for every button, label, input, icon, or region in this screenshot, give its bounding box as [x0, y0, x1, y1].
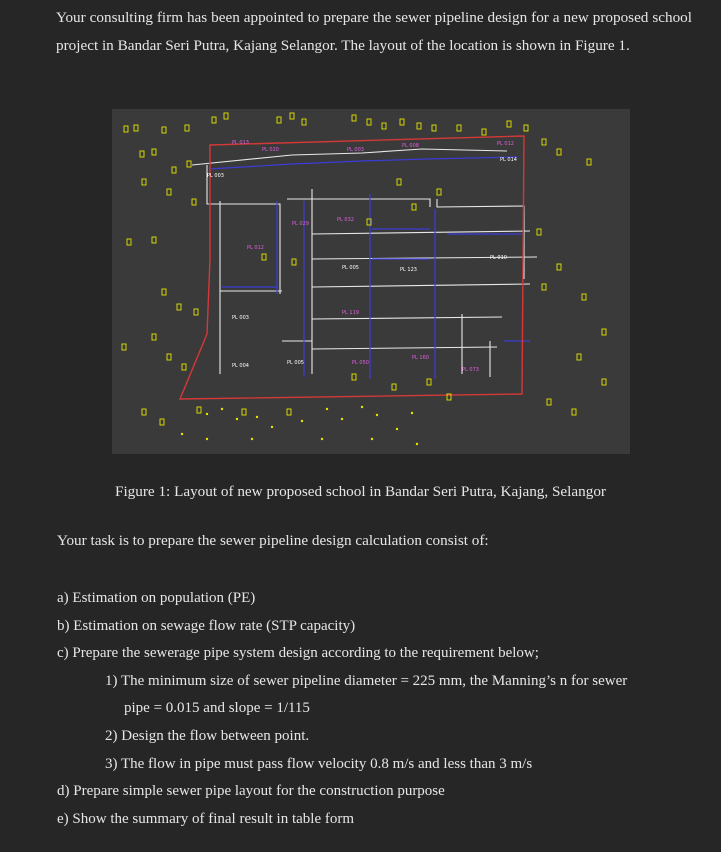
svg-text:PL 029: PL 029 — [292, 221, 309, 227]
svg-text:PL 012: PL 012 — [497, 141, 514, 147]
task-intro: Your task is to prepare the sewer pipeline design calculation consist of: — [57, 532, 489, 549]
svg-text:PL 013: PL 013 — [232, 140, 249, 146]
task-item-d: d) Prepare simple sewer pipe layout for the construction purpose — [57, 783, 445, 800]
task-item-b: b) Estimation on sewage flow rate (STP capacity) — [57, 617, 356, 634]
requirement-1: 1) The minimum size of sewer pipeline diameter = 225 mm, the Manning’s n for sewer — [105, 672, 628, 689]
svg-text:PL 012: PL 012 — [247, 245, 264, 251]
svg-text:PL 010: PL 010 — [490, 255, 507, 261]
requirement-1-continued: pipe = 0.015 and slope = 1/115 — [124, 700, 310, 717]
task-item-c: c) Prepare the sewerage pipe system design according to the requirement below; — [57, 645, 539, 662]
task-list — [57, 585, 627, 833]
svg-text:PL 003: PL 003 — [207, 173, 224, 179]
svg-text:PL 005: PL 005 — [287, 360, 304, 366]
svg-text:PL 014: PL 014 — [500, 157, 517, 163]
svg-text:PL 003: PL 003 — [347, 147, 364, 153]
svg-text:PL 020: PL 020 — [262, 147, 279, 153]
task-item-e: e) Show the summary of final result in table form — [57, 810, 355, 827]
svg-text:PL 005: PL 005 — [342, 265, 359, 271]
svg-text:PL 032: PL 032 — [337, 217, 354, 223]
svg-text:PL 073: PL 073 — [462, 367, 479, 373]
svg-text:PL 008: PL 008 — [402, 143, 419, 149]
requirement-3: 3) The flow in pipe must pass flow velocity 0.8 m/s and less than 3 m/s — [105, 755, 533, 772]
svg-text:PL 003: PL 003 — [232, 315, 249, 321]
requirement-2: 2) Design the flow between point. — [105, 727, 310, 744]
intro-paragraph: Your consulting firm has been appointed to prepare the sewer pipeline design for a new proposed school project in Bandar Seri Putra, Kajang Selangor. The layout of the location is shown in Figure 1. — [56, 9, 692, 54]
svg-text:PL 119: PL 119 — [342, 310, 359, 316]
site-layout-figure — [112, 109, 630, 454]
svg-text:PL 050: PL 050 — [352, 360, 369, 366]
svg-text:PL 123: PL 123 — [400, 267, 417, 273]
figure-caption: Figure 1: Layout of new proposed school in Bandar Seri Putra, Kajang, Selangor — [115, 483, 606, 500]
task-item-a: a) Estimation on population (PE) — [57, 590, 256, 606]
svg-text:PL 004: PL 004 — [232, 363, 249, 369]
svg-text:PL 160: PL 160 — [412, 355, 429, 361]
